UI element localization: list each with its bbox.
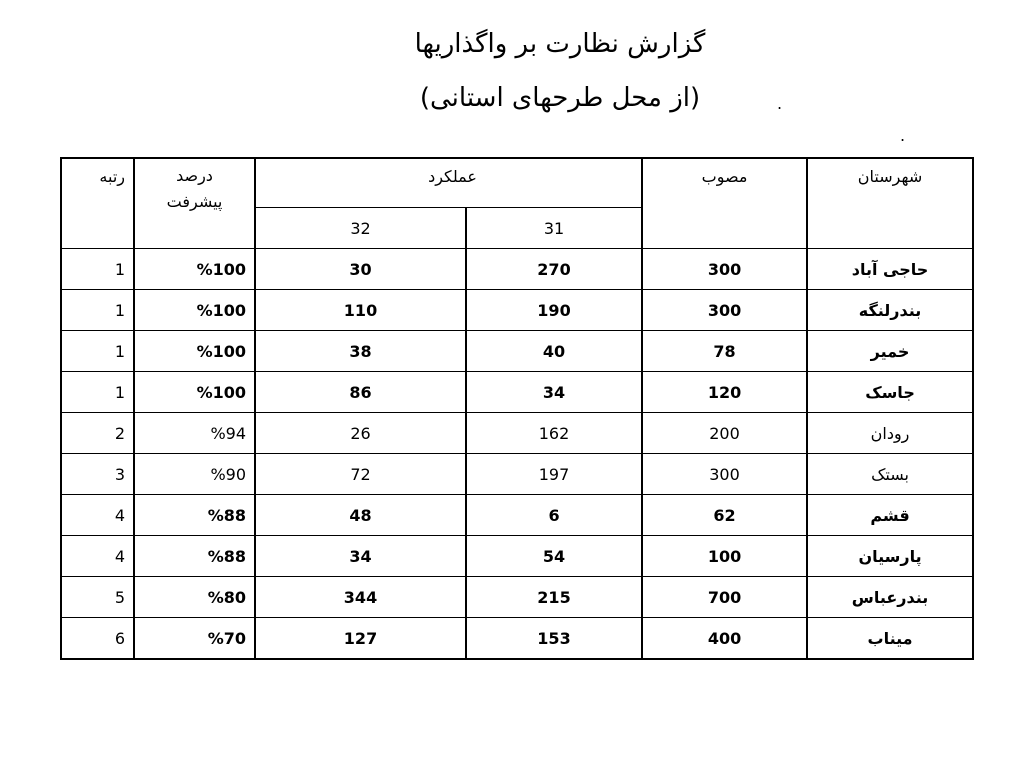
header-approved: مصوب [642, 158, 807, 249]
cell-progress-percent: %90 [134, 454, 255, 495]
cell-rank: 1 [61, 290, 134, 331]
cell-rank: 3 [61, 454, 134, 495]
cell-performance-32: 48 [255, 495, 466, 536]
cell-progress-percent: %100 [134, 290, 255, 331]
cell-approved: 62 [642, 495, 807, 536]
cell-rank: 4 [61, 495, 134, 536]
cell-performance-32: 30 [255, 249, 466, 290]
report-subtitle: (از محل طرحهای استانی) [419, 83, 701, 113]
cell-city: میناب [807, 618, 973, 660]
report-title: گزارش نظارت بر واگذاریها [414, 29, 706, 59]
cell-progress-percent: %70 [134, 618, 255, 660]
cell-progress-percent: %80 [134, 577, 255, 618]
cell-performance-31: 197 [466, 454, 642, 495]
cell-performance-31: 215 [466, 577, 642, 618]
table-row [61, 536, 973, 577]
cell-approved: 200 [642, 413, 807, 454]
header-performance: عملکرد [255, 158, 642, 208]
cell-rank: 4 [61, 536, 134, 577]
header-performance-31: 31 [466, 208, 642, 249]
cell-performance-31: 6 [466, 495, 642, 536]
cell-performance-31: 270 [466, 249, 642, 290]
header-city: شهرستان [807, 158, 973, 249]
cell-rank: 6 [61, 618, 134, 660]
table-row [61, 454, 973, 495]
cell-city: جاسک [807, 372, 973, 413]
cell-approved: 400 [642, 618, 807, 660]
cell-performance-32: 34 [255, 536, 466, 577]
cell-rank: 1 [61, 331, 134, 372]
cell-progress-percent: %100 [134, 372, 255, 413]
cell-city: بندرعباس [807, 577, 973, 618]
cell-approved: 700 [642, 577, 807, 618]
cell-approved: 300 [642, 454, 807, 495]
cell-approved: 300 [642, 290, 807, 331]
table-row [61, 413, 973, 454]
cell-approved: 120 [642, 372, 807, 413]
cell-approved: 78 [642, 331, 807, 372]
header-rank: رتبه [61, 158, 134, 249]
cell-progress-percent: %94 [134, 413, 255, 454]
table-row [61, 618, 973, 660]
header-percent-line2: پیشرفت [166, 192, 223, 211]
cell-city: بستک [807, 454, 973, 495]
cell-performance-31: 40 [466, 331, 642, 372]
cell-city: قشم [807, 495, 973, 536]
table-row [61, 577, 973, 618]
cell-city: رودان [807, 413, 973, 454]
cell-rank: 2 [61, 413, 134, 454]
cell-performance-32: 127 [255, 618, 466, 660]
cell-progress-percent: %88 [134, 495, 255, 536]
cell-progress-percent: %100 [134, 331, 255, 372]
cell-rank: 5 [61, 577, 134, 618]
cell-progress-percent: %100 [134, 249, 255, 290]
cell-approved: 300 [642, 249, 807, 290]
table-row [61, 290, 973, 331]
cell-performance-31: 153 [466, 618, 642, 660]
cell-approved: 100 [642, 536, 807, 577]
cell-performance-32: 72 [255, 454, 466, 495]
cell-progress-percent: %88 [134, 536, 255, 577]
cell-performance-32: 86 [255, 372, 466, 413]
table-row [61, 495, 973, 536]
table-row [61, 372, 973, 413]
cell-performance-31: 162 [466, 413, 642, 454]
cell-performance-31: 190 [466, 290, 642, 331]
cell-rank: 1 [61, 249, 134, 290]
cell-performance-31: 54 [466, 536, 642, 577]
cell-performance-32: 38 [255, 331, 466, 372]
header-progress-percent [134, 158, 255, 249]
cell-rank: 1 [61, 372, 134, 413]
cell-performance-32: 26 [255, 413, 466, 454]
cell-city: حاجی آباد [807, 249, 973, 290]
cell-city: پارسیان [807, 536, 973, 577]
cell-performance-31: 34 [466, 372, 642, 413]
cell-performance-32: 110 [255, 290, 466, 331]
table-row [61, 249, 973, 290]
decorative-dot: . [900, 126, 906, 145]
progress-table [60, 157, 974, 660]
header-percent-line1: درصد [176, 166, 213, 185]
decorative-dot: . [777, 94, 783, 113]
cell-city: خمیر [807, 331, 973, 372]
cell-city: بندرلنگه [807, 290, 973, 331]
cell-performance-32: 344 [255, 577, 466, 618]
table-row [61, 331, 973, 372]
header-performance-32: 32 [255, 208, 466, 249]
